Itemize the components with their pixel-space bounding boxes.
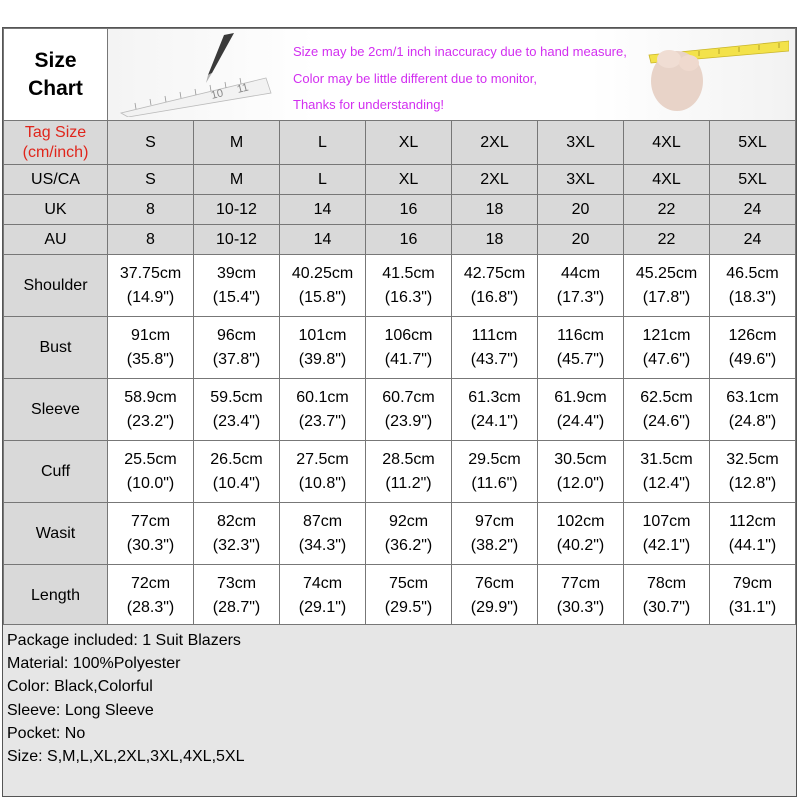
row-label: AU — [4, 225, 108, 255]
hand-measuring-tape-image — [639, 33, 789, 117]
inch-value: (30.7") — [642, 598, 691, 616]
title-line-2: Chart — [28, 76, 83, 100]
measure-cell — [194, 379, 280, 441]
cm-value: 60.7cm — [382, 388, 435, 406]
cm-value: 27.5cm — [296, 450, 349, 468]
detail-color: Color: Black,Colorful — [7, 678, 153, 696]
tag-size-cell: 2XL — [452, 121, 538, 165]
inch-value: (38.2") — [470, 536, 519, 554]
row-label: US/CA — [4, 165, 108, 195]
measure-cell — [280, 255, 366, 317]
cm-value: 25.5cm — [124, 450, 177, 468]
size-cell: 4XL — [624, 165, 710, 195]
size-cell: 14 — [280, 225, 366, 255]
cm-value: 78cm — [646, 574, 687, 592]
cm-value: 96cm — [216, 326, 257, 344]
measure-cell — [624, 503, 710, 565]
cm-value: 97cm — [474, 512, 515, 530]
measure-cell — [108, 503, 194, 565]
measure-cell — [452, 503, 538, 565]
size-cell: XL — [366, 165, 452, 195]
measure-row-shoulder — [4, 255, 796, 317]
measure-cell — [624, 441, 710, 503]
inch-value: (42.1") — [642, 536, 691, 554]
inch-value: (35.8") — [126, 350, 175, 368]
cm-value: 102cm — [556, 512, 605, 530]
cm-value: 61.3cm — [468, 388, 521, 406]
tag-size-row — [4, 121, 796, 165]
notice-line-1: Size may be 2cm/1 inch inaccuracy due to hand measure, — [293, 44, 627, 59]
measure-cell — [710, 379, 796, 441]
measure-row-sleeve — [4, 379, 796, 441]
inch-value: (44.1") — [728, 536, 777, 554]
cm-value: 58.9cm — [124, 388, 177, 406]
inch-value: (39.8") — [298, 350, 347, 368]
inch-value: (49.6") — [728, 350, 777, 368]
measure-cell — [366, 317, 452, 379]
inch-value: (23.7") — [298, 412, 347, 430]
tag-size-cell: XL — [366, 121, 452, 165]
measure-cell — [452, 565, 538, 627]
measure-cell — [280, 441, 366, 503]
size-cell: 10-12 — [194, 195, 280, 225]
row-label: Cuff — [4, 441, 108, 503]
inch-value: (29.1") — [298, 598, 347, 616]
inch-value: (11.2") — [385, 474, 432, 492]
pen-ruler-image — [116, 33, 276, 117]
inch-value: (16.8") — [470, 288, 519, 306]
ruler-number-11: 11 — [235, 81, 250, 96]
measure-cell — [108, 379, 194, 441]
measure-cell — [452, 255, 538, 317]
cm-value: 32.5cm — [726, 450, 779, 468]
row-label: Bust — [4, 317, 108, 379]
cm-value: 87cm — [302, 512, 343, 530]
measure-cell — [710, 503, 796, 565]
inch-value: (30.3") — [126, 536, 175, 554]
measure-cell — [108, 565, 194, 627]
measure-cell — [710, 565, 796, 627]
size-cell: 3XL — [538, 165, 624, 195]
cm-value: 73cm — [216, 574, 257, 592]
inch-value: (47.6") — [642, 350, 691, 368]
cm-value: 37.75cm — [119, 264, 182, 282]
row-label: UK — [4, 195, 108, 225]
row-label: Sleeve — [4, 379, 108, 441]
size-cell: 8 — [108, 195, 194, 225]
cm-value: 107cm — [642, 512, 691, 530]
region-row-uk — [4, 195, 796, 225]
cm-value: 126cm — [728, 326, 777, 344]
notice-banner — [108, 29, 796, 121]
inch-value: (24.6") — [642, 412, 691, 430]
measure-row-cuff — [4, 441, 796, 503]
measure-cell — [366, 565, 452, 627]
measure-cell — [624, 255, 710, 317]
cm-value: 101cm — [298, 326, 347, 344]
measure-cell — [710, 317, 796, 379]
inch-value: (37.8") — [212, 350, 261, 368]
inch-value: (41.7") — [384, 350, 433, 368]
inch-value: (29.9") — [470, 598, 519, 616]
cm-value: 40.25cm — [291, 264, 354, 282]
detail-sleeve: Sleeve: Long Sleeve — [7, 701, 154, 719]
inch-value: (23.4") — [212, 412, 261, 430]
cm-value: 61.9cm — [554, 388, 607, 406]
size-chart — [2, 27, 797, 797]
size-cell: L — [280, 165, 366, 195]
measure-cell — [366, 379, 452, 441]
measure-cell — [280, 503, 366, 565]
size-cell: 22 — [624, 225, 710, 255]
detail-pocket: Pocket: No — [7, 724, 86, 742]
cm-value: 112cm — [729, 512, 776, 530]
inch-value: (10.8") — [298, 474, 347, 492]
measure-cell — [194, 255, 280, 317]
cm-value: 111cm — [471, 326, 518, 344]
size-cell: 16 — [366, 225, 452, 255]
inch-value: (24.8") — [728, 412, 777, 430]
inch-value: (18.3") — [728, 288, 777, 306]
cm-value: 91cm — [130, 326, 171, 344]
cm-value: 39cm — [216, 264, 257, 282]
size-cell: 2XL — [452, 165, 538, 195]
title-line-1: Size — [34, 48, 77, 72]
measure-cell — [538, 255, 624, 317]
inch-value: (36.2") — [384, 536, 433, 554]
size-cell: 8 — [108, 225, 194, 255]
inch-value: (15.8") — [298, 288, 347, 306]
cm-value: 77cm — [560, 574, 601, 592]
cm-value: 82cm — [216, 512, 257, 530]
header-row — [4, 29, 796, 121]
tag-size-cell: 5XL — [710, 121, 796, 165]
size-cell: 18 — [452, 195, 538, 225]
region-row-au — [4, 225, 796, 255]
ruler-number-10: 10 — [209, 87, 225, 102]
inch-value: (29.5") — [384, 598, 433, 616]
measure-cell — [538, 317, 624, 379]
inch-value: (17.8") — [642, 288, 691, 306]
tag-size-label-line-1: Tag Size — [24, 123, 87, 141]
cm-value: 30.5cm — [554, 450, 607, 468]
product-details — [3, 624, 796, 796]
measure-cell — [194, 503, 280, 565]
cm-value: 41.5cm — [382, 264, 435, 282]
measure-cell — [538, 503, 624, 565]
tag-size-label-line-2: (cm/inch) — [22, 143, 89, 161]
size-table — [3, 28, 796, 627]
measure-cell — [280, 317, 366, 379]
cm-value: 29.5cm — [468, 450, 521, 468]
inch-value: (11.6") — [471, 474, 518, 492]
inch-value: (12.4") — [642, 474, 691, 492]
inch-value: (28.3") — [126, 598, 175, 616]
inch-value: (28.7") — [212, 598, 261, 616]
measure-cell — [452, 317, 538, 379]
measure-cell — [194, 441, 280, 503]
measure-cell — [194, 317, 280, 379]
cm-value: 121cm — [642, 326, 691, 344]
measure-cell — [538, 441, 624, 503]
detail-package: Package included: 1 Suit Blazers — [7, 632, 241, 649]
row-label: Length — [4, 565, 108, 627]
cm-value: 72cm — [130, 574, 171, 592]
measure-cell — [366, 441, 452, 503]
measure-cell — [710, 441, 796, 503]
measure-cell — [108, 255, 194, 317]
notice-line-3: Thanks for understanding! — [293, 97, 445, 112]
measure-cell — [710, 255, 796, 317]
cm-value: 75cm — [388, 574, 429, 592]
cm-value: 60.1cm — [296, 388, 349, 406]
tag-size-label — [4, 121, 108, 165]
size-cell: S — [108, 165, 194, 195]
measure-row-bust — [4, 317, 796, 379]
measure-row-wasit — [4, 503, 796, 565]
measure-cell — [366, 255, 452, 317]
cm-value: 42.75cm — [463, 264, 526, 282]
inch-value: (34.3") — [298, 536, 347, 554]
measure-row-length — [4, 565, 796, 627]
size-chart-title — [4, 29, 108, 121]
cm-value: 45.25cm — [635, 264, 698, 282]
inch-value: (12.8") — [728, 474, 777, 492]
size-cell: 20 — [538, 195, 624, 225]
cm-value: 76cm — [474, 574, 515, 592]
measure-cell — [452, 441, 538, 503]
size-cell: 18 — [452, 225, 538, 255]
inch-value: (23.9") — [384, 412, 433, 430]
inch-value: (10.0") — [126, 474, 175, 492]
measure-cell — [280, 565, 366, 627]
inch-value: (24.1") — [470, 412, 519, 430]
measure-cell — [538, 379, 624, 441]
measure-cell — [538, 565, 624, 627]
notice-text — [293, 39, 627, 119]
inch-value: (16.3") — [384, 288, 433, 306]
cm-value: 74cm — [302, 574, 343, 592]
tag-size-cell: 3XL — [538, 121, 624, 165]
cm-value: 28.5cm — [382, 450, 435, 468]
inch-value: (17.3") — [556, 288, 605, 306]
size-cell: 10-12 — [194, 225, 280, 255]
size-cell: 16 — [366, 195, 452, 225]
cm-value: 79cm — [732, 574, 773, 592]
tag-size-cell: S — [108, 121, 194, 165]
cm-value: 59.5cm — [210, 388, 263, 406]
measure-cell — [624, 565, 710, 627]
cm-value: 116cm — [557, 326, 604, 344]
inch-value: (31.1") — [728, 598, 777, 616]
measure-cell — [366, 503, 452, 565]
measure-cell — [624, 379, 710, 441]
inch-value: (24.4") — [556, 412, 605, 430]
inch-value: (45.7") — [556, 350, 605, 368]
inch-value: (14.9") — [126, 288, 175, 306]
cm-value: 31.5cm — [640, 450, 693, 468]
size-cell: 22 — [624, 195, 710, 225]
inch-value: (32.3") — [212, 536, 261, 554]
size-cell: 24 — [710, 195, 796, 225]
row-label: Wasit — [4, 503, 108, 565]
tag-size-cell: L — [280, 121, 366, 165]
cm-value: 62.5cm — [640, 388, 693, 406]
detail-material: Material: 100%Polyester — [7, 655, 181, 673]
size-cell: 24 — [710, 225, 796, 255]
inch-value: (15.4") — [212, 288, 261, 306]
notice-line-2: Color may be little different due to monitor, — [293, 70, 537, 86]
inch-value: (40.2") — [556, 536, 605, 554]
tag-size-cell: 4XL — [624, 121, 710, 165]
cm-value: 46.5cm — [726, 264, 779, 282]
cm-value: 26.5cm — [210, 450, 263, 468]
size-cell: M — [194, 165, 280, 195]
inch-value: (30.3") — [556, 598, 605, 616]
size-cell: 14 — [280, 195, 366, 225]
measure-cell — [280, 379, 366, 441]
measure-cell — [108, 441, 194, 503]
inch-value: (12.0") — [556, 474, 605, 492]
inch-value: (23.2") — [126, 412, 175, 430]
tag-size-cell: M — [194, 121, 280, 165]
cm-value: 92cm — [388, 512, 429, 530]
cm-value: 44cm — [560, 264, 601, 282]
inch-value: (10.4") — [212, 474, 261, 492]
row-label: Shoulder — [4, 255, 108, 317]
cm-value: 77cm — [130, 512, 171, 530]
cm-value: 63.1cm — [726, 388, 779, 406]
detail-size: Size: S,M,L,XL,2XL,3XL,4XL,5XL — [7, 748, 245, 766]
cm-value: 106cm — [384, 326, 433, 344]
measure-cell — [194, 565, 280, 627]
measure-cell — [108, 317, 194, 379]
size-cell: 5XL — [710, 165, 796, 195]
measure-cell — [452, 379, 538, 441]
measure-cell — [624, 317, 710, 379]
inch-value: (43.7") — [470, 350, 519, 368]
size-cell: 20 — [538, 225, 624, 255]
region-row-us-ca — [4, 165, 796, 195]
